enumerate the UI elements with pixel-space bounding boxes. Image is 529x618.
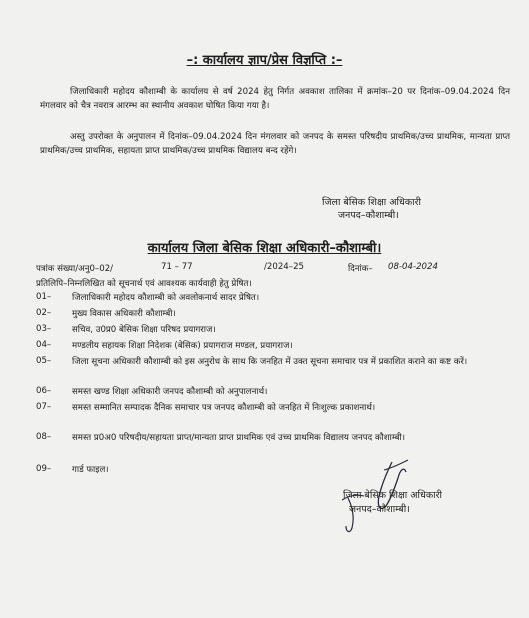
- copy-item-number: 01–: [36, 292, 52, 302]
- signature-district: जनपद–कौशाम्बी।: [349, 504, 410, 515]
- copy-item-text: समस्त खण्ड शिक्षा अधिकारी जनपद कौशाम्बी को अनुपालनार्थ।: [72, 387, 268, 397]
- copy-item-number: 04–: [36, 340, 52, 350]
- copy-item-number: 08–: [36, 432, 52, 442]
- signature-block-1: [322, 196, 421, 222]
- letter-date-label: दिनांक–: [348, 264, 373, 274]
- letter-number: 71 – 77: [161, 262, 193, 272]
- signature-designation: जिला बेसिक शिक्षा अधिकारी: [322, 197, 421, 208]
- signature-designation: जिला बेसिक शिक्षा अधिकारी: [343, 490, 442, 501]
- copy-item-number: 09–: [36, 464, 52, 474]
- copy-item-text: समस्त प्र0अ0 परिषदीय/सहायता प्राप्त/मान्यता प्राप्त प्राथमिक एवं उच्च प्राथमिक विद्यालय जनपद कौशाम्बी।: [72, 433, 406, 443]
- notice-paragraph-1: जिलाधिकारी महोदय कौशाम्बी के कार्यालय से वर्ष 2024 हेतु निर्गत अवकाश तालिका में क्रमांक–20 पर दिनांक–09.04.2024 दिन मंगलवार को चैत्र नवरात्र आरम्भ का स्थानीय अवकाश घोषित किया गया है।: [40, 87, 510, 111]
- letter-year: /2024–25: [264, 262, 304, 272]
- copy-item-number: 07–: [36, 402, 52, 412]
- notice-title: –: कार्यालय ज्ञाप/प्रेस विज्ञप्ति :–: [186, 53, 343, 68]
- copy-item-number: 03–: [36, 324, 52, 334]
- copy-intro: प्रतिलिपि–निम्नलिखित को सूचनार्थ एवं आवश्यक कार्यवाही हेतु प्रेषित।: [36, 279, 252, 289]
- copy-item-text: जिला सूचना अधिकारी कौशाम्बी को इस अनुरोध के साथ कि जनहित में उक्त सूचना समाचार पत्र में प्रकाशित कराने का कष्ट करें।: [72, 357, 468, 367]
- signature-district: जनपद–कौशाम्बी।: [338, 210, 399, 221]
- signature-block-2: [343, 489, 442, 517]
- notice-paragraph-2: अस्तु उपरोक्त के अनुपालन में दिनांक–09.04.2024 दिन मंगलवार को जनपद के समस्त परिषदीय प्राथमिक/उच्च प्राथमिक, मान्यता प्राप्त प्राथमिक/उच्च प्राथमिक, सहायता प्राप्त प्राथमिक/उच्च प्राथमिक विद्यालय बन्द रहेंगे।: [40, 132, 510, 156]
- copy-item-number: 02–: [36, 308, 52, 318]
- copy-item-number: 06–: [36, 386, 52, 396]
- letter-date-handwritten: 08-04-2024: [388, 262, 438, 272]
- copy-item-text: मण्डलीय सहायक शिक्षा निदेशक (बेसिक) प्रयागराज मण्डल, प्रयागराज।: [72, 341, 293, 351]
- copy-item-text: जिलाधिकारी महोदय कौशाम्बी को अवलोकनार्थ सादर प्रेषित।: [72, 293, 260, 303]
- copy-item-text: सचिव, उ0प्र0 बेसिक शिक्षा परिषद प्रयागराज।: [72, 325, 216, 335]
- copy-item-text: मुख्य विकास अधिकारी कौशाम्बी।: [72, 309, 176, 319]
- office-title: कार्यालय जिला बेसिक शिक्षा अधिकारी–कौशाम्बी।: [147, 241, 382, 256]
- copy-item-number: 05–: [36, 356, 52, 366]
- letter-ref: पत्रांक संख्या/अनु0–02/: [36, 264, 114, 274]
- copy-item-text: गार्ड फाइल।: [72, 465, 109, 475]
- copy-item-text: समस्त सम्मानित सम्पादक दैनिक समाचार पत्र जनपद कौशाम्बी को जनहित में निःशुल्क प्रकाशनार्थ।: [72, 403, 376, 413]
